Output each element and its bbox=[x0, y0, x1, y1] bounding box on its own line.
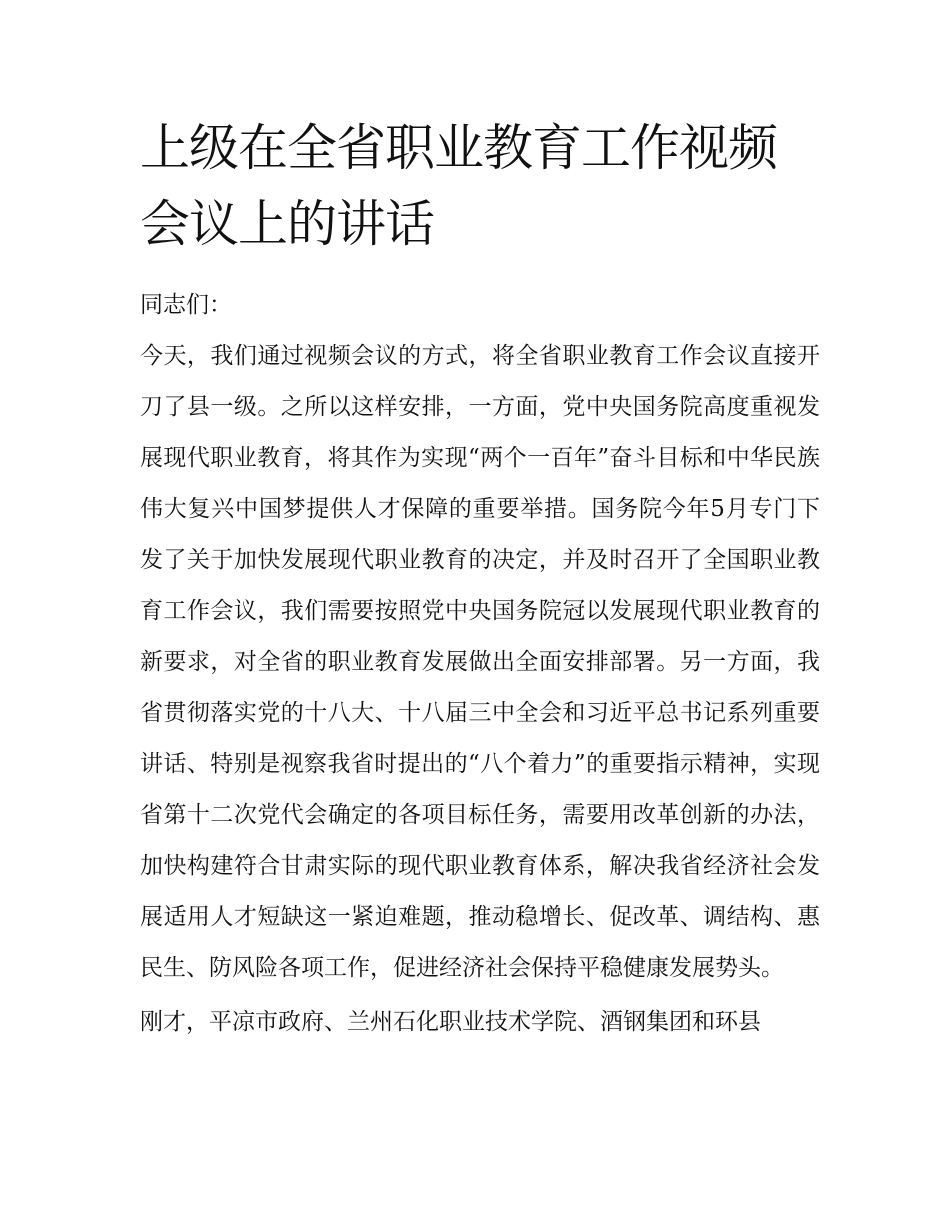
salutation: 同志们： bbox=[140, 292, 232, 318]
paragraph-intro: 今天，我们通过视频会议的方式，将全省职业教育工作会议直接开刀了县一级。之所以这样安排，一方面，党中央国务院高度重视发展现代职业教育，将其作为实现“两个一百年”奋斗目标和中华民族伟大复兴中国梦提供人才保障的重要举措。国务院今年5月专门下发了关于加快发展现代职业教育的决定，并及时召开了全国职业教育工作会议，我们需要按照党中央国务院冠以发展现代职业教育的新要求，对全省的职业教育发展做出全面安排部署。另一方面，我省贯彻落实党的十八大、十八届三中全会和习近平总书记系列重要讲话、特别是视察我省时提出的“八个着力”的重要指示精神，实现省第十二次党代会确定的各项目标任务，需要用改革创新的办法，加快构建符合甘肃实际的现代职业教育体系，解决我省经济社会发展适用人才短缺这一紧迫难题，推动稳增长、促改革、调结构、惠民生、防风险各项工作，促进经济社会保持平稳健康发展势头。 bbox=[140, 343, 820, 981]
document-title: 上级在全省职业教育工作视频会议上的讲话 bbox=[140, 119, 777, 253]
paragraph-next: 刚才，平凉市政府、兰州石化职业技术学院、酒钢集团和环县 bbox=[140, 1009, 761, 1035]
document-body bbox=[140, 280, 820, 1048]
